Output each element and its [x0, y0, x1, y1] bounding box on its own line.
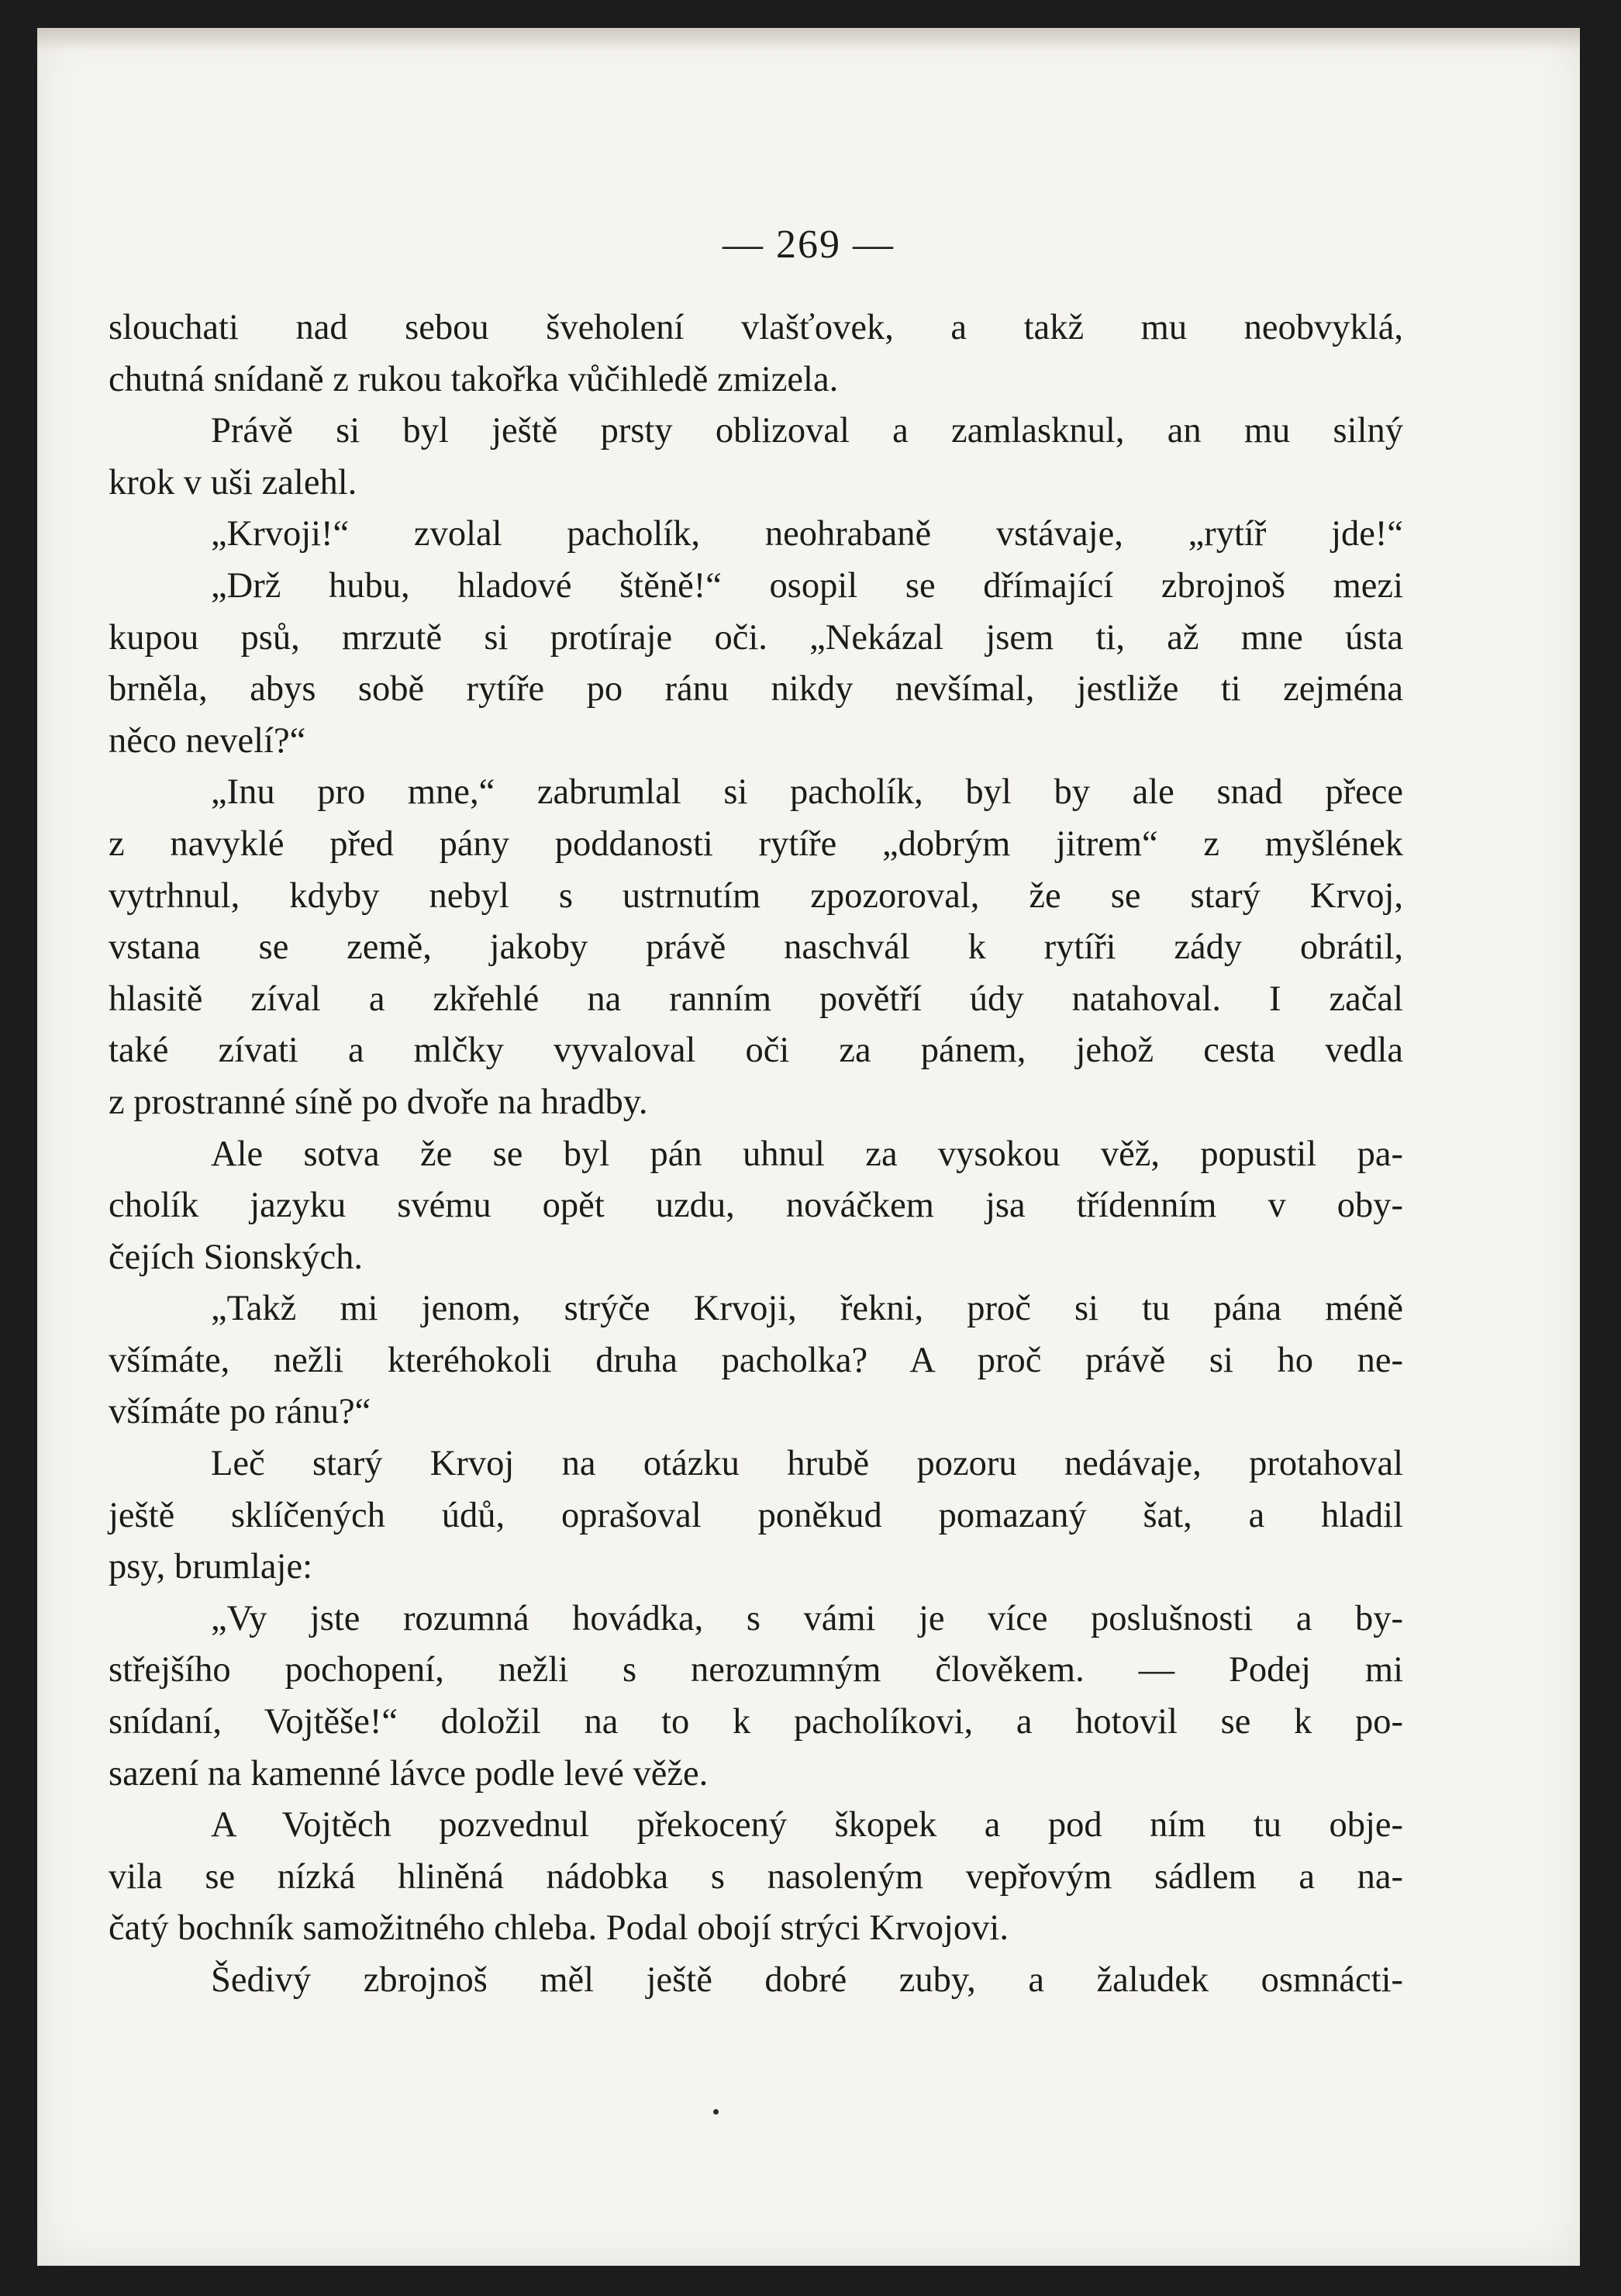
- text-line: A Vojtěch pozvednul překocený škopek a pod ním tu obje-: [211, 1805, 1403, 1845]
- text-line: „Inu pro mne,“ zabrumlal si pacholík, byl by ale snad přece: [211, 772, 1403, 813]
- text-line: sazení na kamenné lávce podle levé věže.: [109, 1753, 709, 1794]
- text-line: něco nevelí?“: [109, 720, 306, 761]
- text-line: čejích Sionských.: [109, 1237, 364, 1277]
- text-line: všímáte po ránu?“: [109, 1392, 371, 1432]
- text-line: cholík jazyku svému opět uzdu, nováčkem jsa třídenním v oby-: [109, 1186, 1403, 1226]
- body-text: [109, 302, 1403, 2007]
- text-line: vytrhnul, kdyby nebyl s ustrnutím zpozoroval, že se starý Krvoj,: [109, 875, 1403, 916]
- page-number: — 269 —: [723, 223, 895, 267]
- text-line: vila se nízká hliněná nádobka s nasoleným vepřovým sádlem a na-: [109, 1856, 1403, 1897]
- text-line: Šedivý zbrojnoš měl ještě dobré zuby, a žaludek osmnácti-: [211, 1960, 1403, 2000]
- text-line: chutná snídaně z rukou takořka vůčihledě zmizela.: [109, 359, 839, 399]
- text-line: brněla, abys sobě rytíře po ránu nikdy nevšímal, jestliže ti zejména: [109, 669, 1403, 710]
- text-line: „Drž hubu, hladové štěně!“ osopil se dřímající zbrojnoš mezi: [211, 565, 1403, 606]
- page-top-edge-shadow: [37, 28, 1580, 51]
- text-line: snídaní, Vojtěše!“ doložil na to k pacholíkovi, a hotovil se k po-: [109, 1702, 1403, 1742]
- text-line: kupou psů, mrzutě si protíraje oči. „Nekázal jsem ti, až mne ústa: [109, 617, 1403, 658]
- text-line: hlasitě zíval a zkřehlé na ranním povětří údy natahoval. I začal: [109, 979, 1403, 1019]
- text-line: ještě sklíčených údů, oprašoval poněkud pomazaný šat, a hladil: [109, 1495, 1403, 1535]
- text-line: slouchati nad sebou šveholení vlašťovek, a takž mu neobvyklá,: [109, 308, 1403, 347]
- ink-speck: [713, 2109, 719, 2115]
- text-line: „Krvoji!“ zvolal pacholík, neohrabaně vstávaje, „rytíř jde!“: [211, 514, 1403, 554]
- text-line: z prostranné síně po dvoře na hradby.: [109, 1082, 648, 1122]
- text-line: krok v uši zalehl.: [109, 462, 357, 502]
- text-line: Právě si byl ještě prsty oblizoval a zamlasknul, an mu silný: [211, 411, 1403, 451]
- text-line: čatý bochník samožitného chleba. Podal obojí strýci Krvojovi.: [109, 1908, 1009, 1949]
- text-line: „Vy jste rozumná hovádka, s vámi je více poslušnosti a by-: [211, 1598, 1403, 1638]
- text-line: Leč starý Krvoj na otázku hrubě pozoru nedávaje, protahoval: [211, 1444, 1403, 1484]
- text-line: všímáte, nežli kteréhokoli druha pacholka? A proč právě si ho ne-: [109, 1340, 1403, 1380]
- text-line: také zívati a mlčky vyvaloval oči za pánem, jehož cesta vedla: [109, 1031, 1403, 1071]
- text-line: z navyklé před pány poddanosti rytíře „dobrým jitrem“ z myšlének: [109, 823, 1403, 864]
- text-line: „Takž mi jenom, strýče Krvoji, řekni, proč si tu pána méně: [211, 1289, 1403, 1329]
- text-line: střejšího pochopení, nežli s nerozumným člověkem. — Podej mi: [109, 1650, 1403, 1690]
- text-line: Ale sotva že se byl pán uhnul za vysokou věž, popustil pa-: [211, 1134, 1403, 1174]
- text-line: psy, brumlaje:: [109, 1547, 313, 1587]
- text-line: vstana se země, jakoby právě naschvál k rytíři zády obrátil,: [109, 927, 1403, 968]
